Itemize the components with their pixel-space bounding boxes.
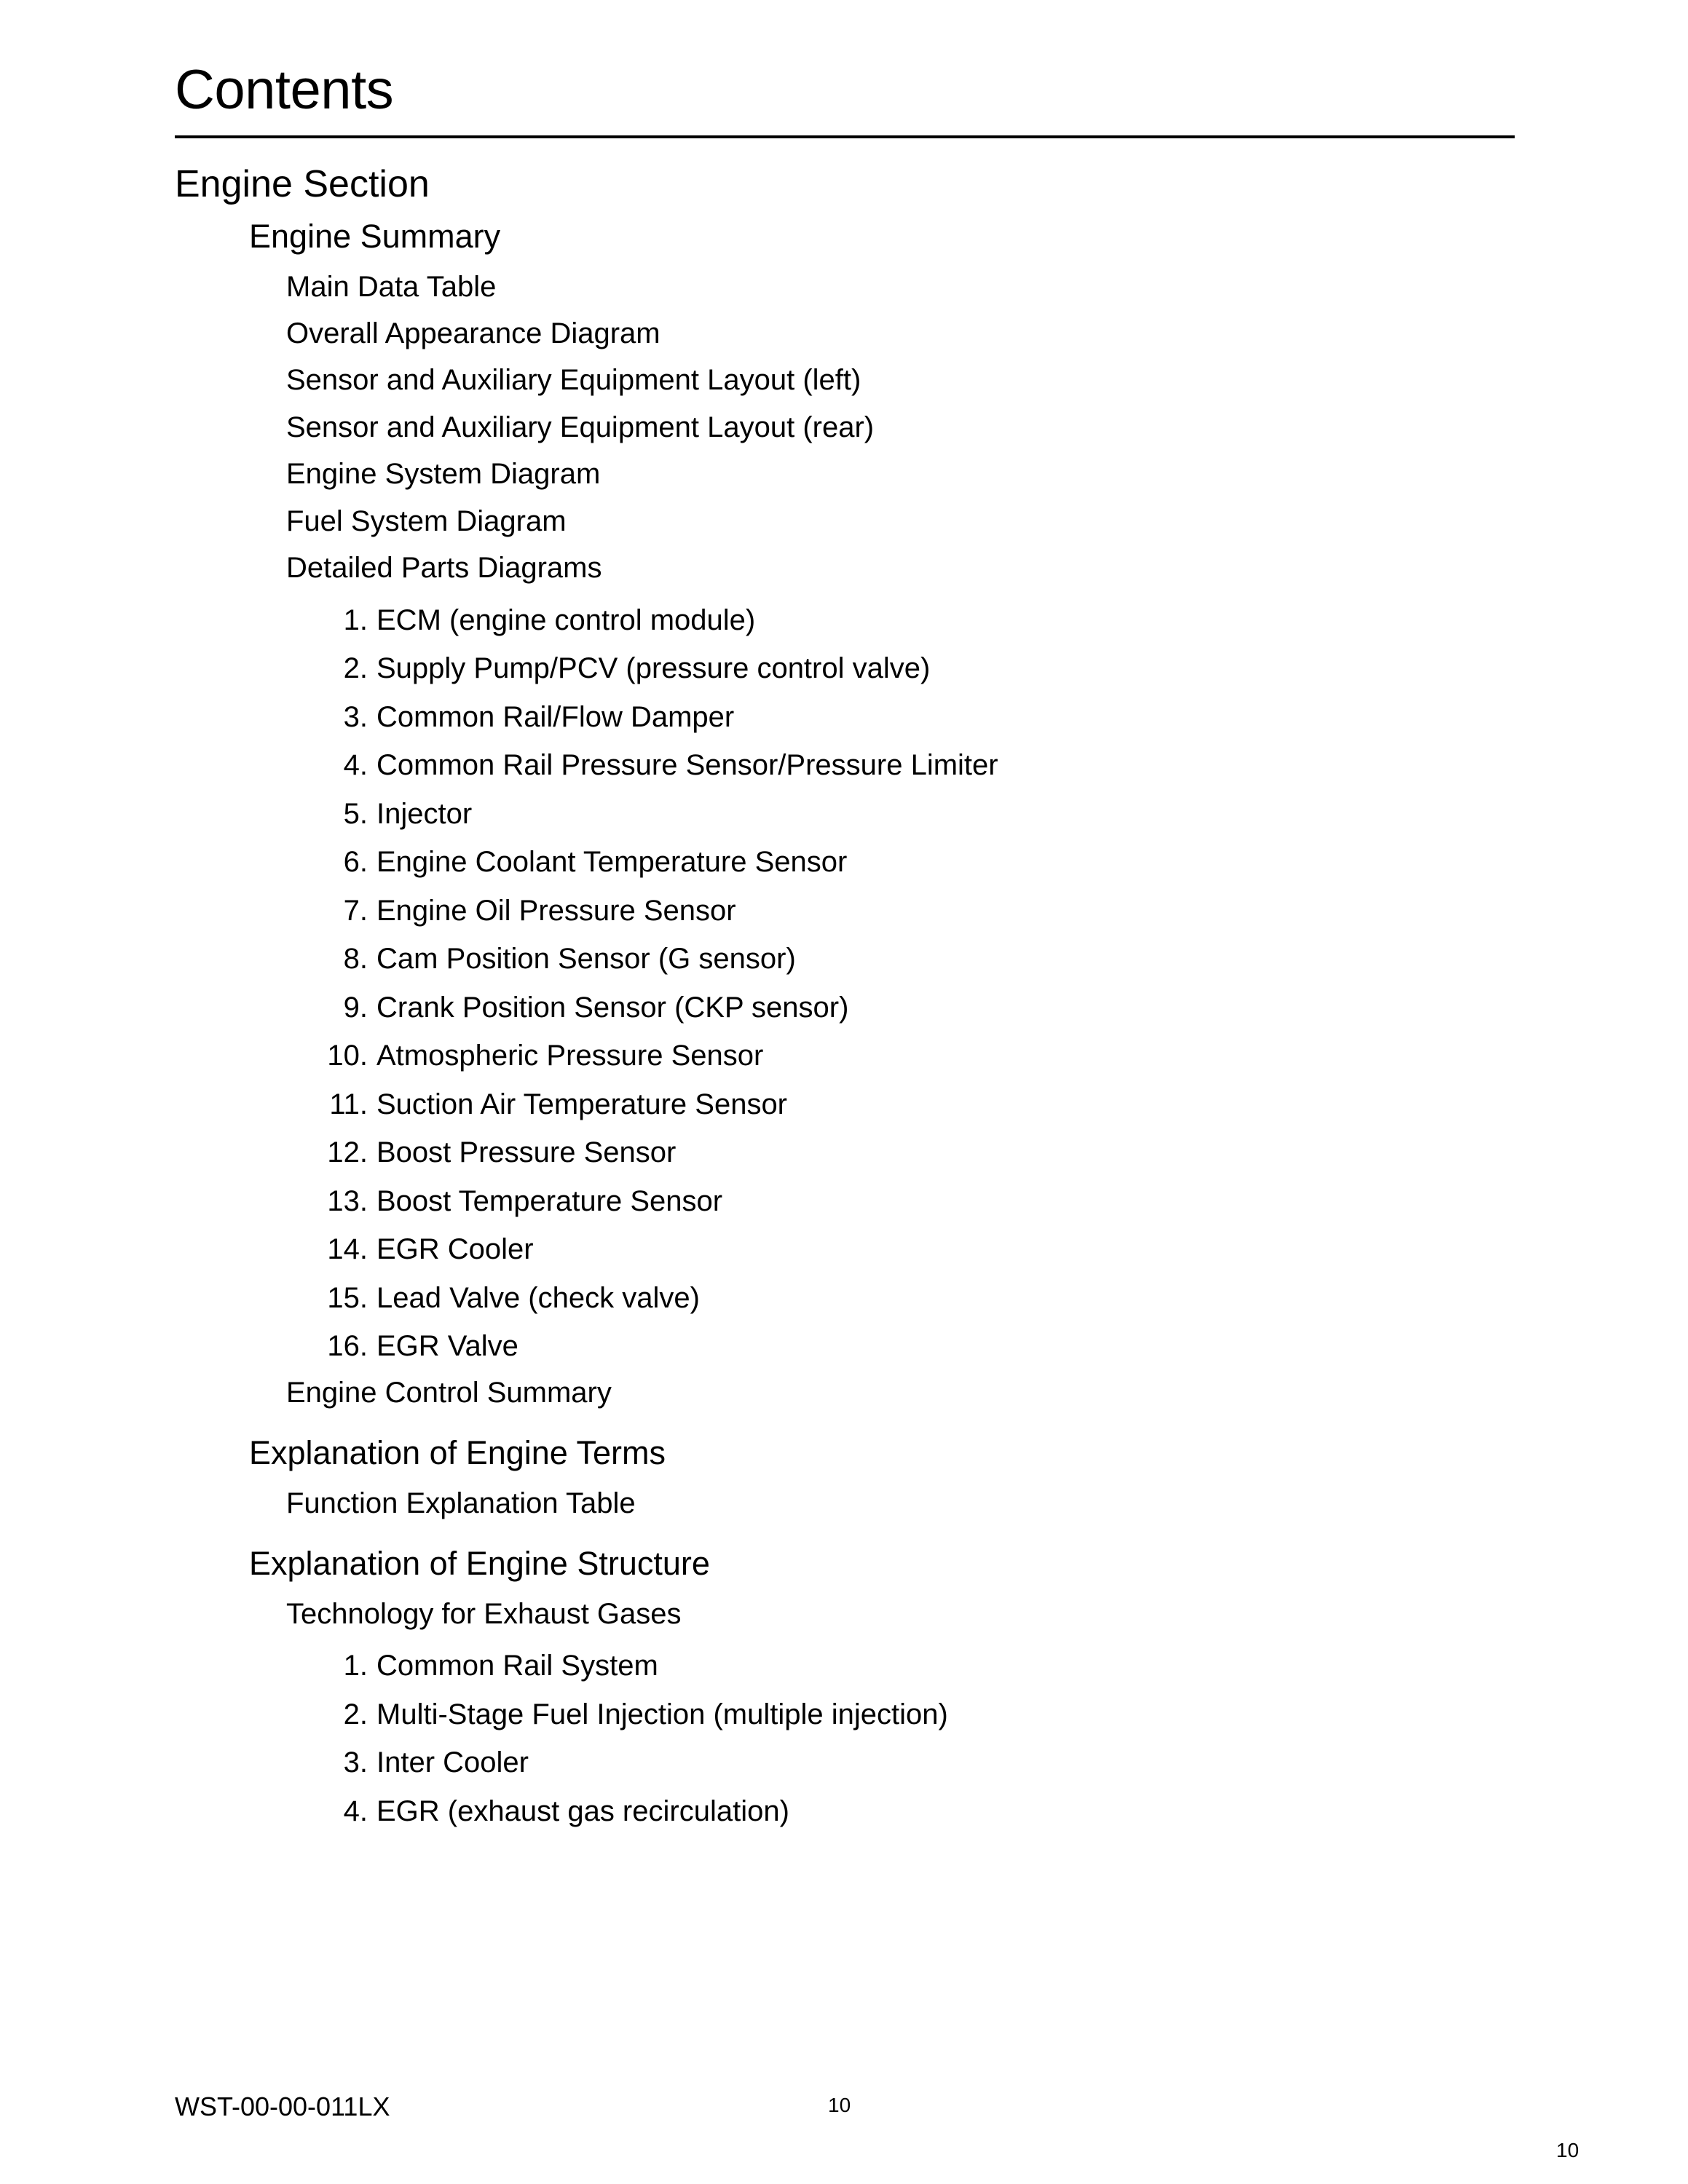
toc-part-label: Common Rail/Flow Damper bbox=[376, 701, 735, 733]
toc-part-label: Crank Position Sensor (CKP sensor) bbox=[376, 992, 849, 1024]
toc-part-number: 5. bbox=[343, 798, 368, 830]
toc-part-label: Inter Cooler bbox=[376, 1746, 529, 1779]
toc-chapter-engine-summary[interactable]: Engine Summary bbox=[249, 218, 501, 255]
toc-part-number: 1. bbox=[343, 1650, 368, 1682]
page-title: Contents bbox=[175, 59, 394, 121]
toc-part-label: Boost Pressure Sensor bbox=[376, 1136, 677, 1168]
toc-section-engine[interactable]: Engine Section bbox=[175, 163, 430, 205]
toc-part-label: Engine Oil Pressure Sensor bbox=[376, 895, 736, 927]
toc-chapter-engine-terms[interactable]: Explanation of Engine Terms bbox=[249, 1434, 666, 1471]
toc-part-number: 7. bbox=[343, 895, 368, 927]
toc-part-label: Multi-Stage Fuel Injection (multiple injection) bbox=[376, 1698, 948, 1730]
toc-part-item[interactable] bbox=[323, 703, 734, 732]
toc-item-sensor-layout-rear[interactable]: Sensor and Auxiliary Equipment Layout (rear) bbox=[286, 411, 875, 443]
toc-part-label: Atmospheric Pressure Sensor bbox=[376, 1040, 764, 1072]
footer-page-number: 10 bbox=[828, 2094, 851, 2116]
toc-item-engine-control-summary[interactable]: Engine Control Summary bbox=[286, 1377, 612, 1409]
toc-part-item[interactable] bbox=[323, 1187, 722, 1216]
toc-item-overall-appearance-diagram[interactable]: Overall Appearance Diagram bbox=[286, 317, 660, 349]
toc-part-item[interactable] bbox=[323, 1090, 787, 1119]
toc-part-label: Cam Position Sensor (G sensor) bbox=[376, 943, 796, 975]
toc-part-number: 2. bbox=[343, 652, 368, 684]
toc-part-number: 3. bbox=[343, 701, 368, 733]
toc-part-label: Lead Valve (check valve) bbox=[376, 1282, 700, 1314]
toc-part-number: 12. bbox=[327, 1136, 368, 1168]
toc-part-item[interactable] bbox=[323, 1332, 518, 1361]
toc-part-number: 11. bbox=[329, 1088, 368, 1120]
toc-part-number: 13. bbox=[327, 1185, 368, 1217]
toc-part-number: 10. bbox=[327, 1040, 368, 1072]
toc-part-number: 8. bbox=[343, 943, 368, 975]
toc-part-number: 9. bbox=[343, 992, 368, 1024]
toc-part-item[interactable] bbox=[323, 751, 998, 780]
toc-part-label: Injector bbox=[376, 798, 473, 830]
toc-part-item[interactable] bbox=[323, 1235, 534, 1264]
toc-item-technology-exhaust-gases[interactable]: Technology for Exhaust Gases bbox=[286, 1598, 682, 1630]
toc-part-number: 6. bbox=[343, 846, 368, 878]
toc-part-label: EGR (exhaust gas recirculation) bbox=[376, 1795, 789, 1827]
toc-part-number: 4. bbox=[343, 1795, 368, 1827]
title-divider bbox=[175, 135, 1515, 138]
toc-part-label: Engine Coolant Temperature Sensor bbox=[376, 846, 848, 878]
toc-part-number: 3. bbox=[343, 1746, 368, 1779]
toc-part-label: Common Rail Pressure Sensor/Pressure Limiter bbox=[376, 749, 998, 781]
toc-part-item[interactable] bbox=[323, 1041, 763, 1070]
toc-part-number: 1. bbox=[343, 604, 368, 636]
toc-part-number: 16. bbox=[327, 1330, 368, 1362]
toc-item-detailed-parts-diagrams[interactable]: Detailed Parts Diagrams bbox=[286, 552, 602, 584]
toc-part-item[interactable] bbox=[323, 1700, 948, 1729]
toc-item-main-data-table[interactable]: Main Data Table bbox=[286, 271, 497, 303]
toc-part-item[interactable] bbox=[323, 799, 472, 828]
toc-part-item[interactable] bbox=[323, 993, 848, 1022]
toc-part-item[interactable] bbox=[323, 1748, 529, 1777]
toc-part-number: 2. bbox=[343, 1698, 368, 1730]
toc-part-item[interactable] bbox=[323, 1651, 658, 1680]
toc-part-number: 14. bbox=[327, 1233, 368, 1265]
toc-part-label: EGR Cooler bbox=[376, 1233, 534, 1265]
toc-part-label: Common Rail System bbox=[376, 1650, 658, 1682]
toc-chapter-engine-structure[interactable]: Explanation of Engine Structure bbox=[249, 1545, 710, 1582]
toc-part-label: Suction Air Temperature Sensor bbox=[376, 1088, 788, 1120]
corner-page-number: 10 bbox=[1556, 2139, 1579, 2161]
toc-part-label: Boost Temperature Sensor bbox=[376, 1185, 723, 1217]
toc-part-label: Supply Pump/PCV (pressure control valve) bbox=[376, 652, 931, 684]
toc-item-function-explanation-table[interactable]: Function Explanation Table bbox=[286, 1487, 636, 1519]
toc-part-item[interactable] bbox=[323, 1138, 676, 1167]
toc-part-item[interactable] bbox=[323, 606, 755, 635]
toc-part-item[interactable] bbox=[323, 896, 736, 925]
footer-document-code: WST-00-00-011LX bbox=[175, 2092, 390, 2121]
toc-part-item[interactable] bbox=[323, 1283, 700, 1313]
toc-item-engine-system-diagram[interactable]: Engine System Diagram bbox=[286, 458, 601, 490]
toc-part-label: ECM (engine control module) bbox=[376, 604, 756, 636]
toc-part-item[interactable] bbox=[323, 1797, 789, 1826]
toc-part-label: EGR Valve bbox=[376, 1330, 518, 1362]
toc-part-item[interactable] bbox=[323, 847, 847, 877]
toc-part-item[interactable] bbox=[323, 654, 930, 683]
toc-item-sensor-layout-left[interactable]: Sensor and Auxiliary Equipment Layout (left) bbox=[286, 364, 861, 396]
toc-part-item[interactable] bbox=[323, 944, 796, 973]
toc-part-number: 15. bbox=[327, 1282, 368, 1314]
toc-part-number: 4. bbox=[343, 749, 368, 781]
toc-item-fuel-system-diagram[interactable]: Fuel System Diagram bbox=[286, 505, 567, 537]
